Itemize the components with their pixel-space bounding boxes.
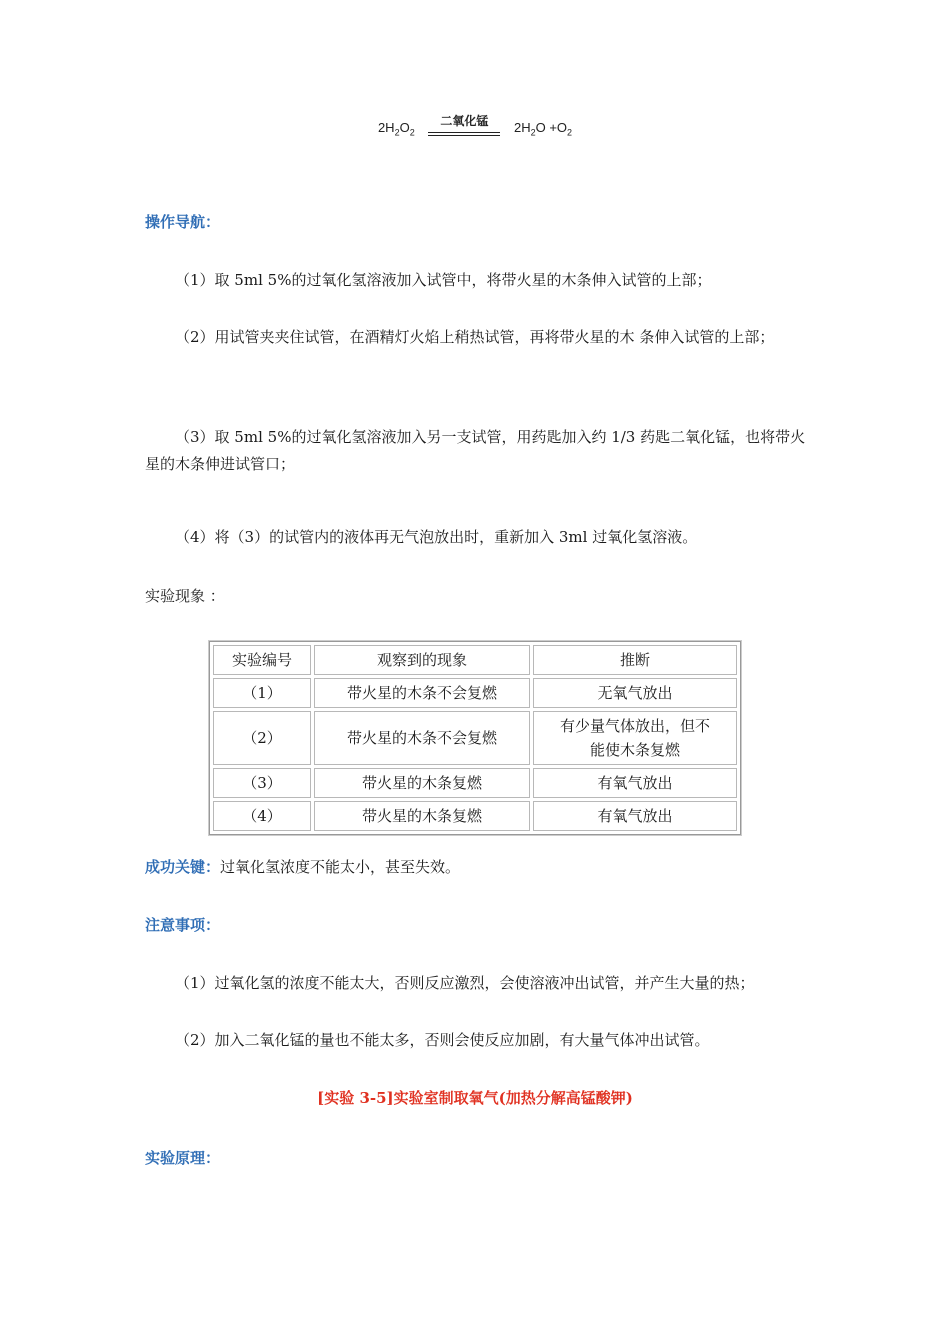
table-row xyxy=(213,678,737,708)
step-4: （4）将（3）的试管内的液体再无气泡放出时，重新加入 3ml 过氧化氢溶液。 xyxy=(175,528,698,546)
step-1: （1）取 5ml 5%的过氧化氢溶液加入试管中，将带火星的木条伸入试管的上部； xyxy=(175,271,712,289)
notes-heading: 注意事项： xyxy=(145,916,221,934)
table-cell: （1） xyxy=(213,678,311,708)
table-cell: 无氧气放出 xyxy=(533,678,737,708)
table-cell: 有氧气放出 xyxy=(533,768,737,798)
observation-table xyxy=(209,641,741,835)
table-header: 推断 xyxy=(533,645,737,675)
reaction-arrow xyxy=(428,114,500,138)
table-header: 实验编号 xyxy=(213,645,311,675)
step-3: （3）取 5ml 5%的过氧化氢溶液加入另一支试管，用药匙加入约 1/3 药匙二氧化锰，也将带火星的木条伸进试管口； xyxy=(145,428,806,473)
step-2: （2）用试管夹夹住试管，在酒精灯火焰上稍热试管，再将带火星的木 条伸入试管的上部； xyxy=(175,328,775,346)
principle-heading: 实验原理： xyxy=(145,1149,221,1167)
chemical-equation xyxy=(0,114,950,138)
phenomenon-label: 实验现象 ： xyxy=(145,587,225,605)
table-row xyxy=(213,711,737,765)
success-key xyxy=(145,854,810,881)
key-label: 成功关键： xyxy=(145,858,221,876)
table-cell: 带火星的木条复燃 xyxy=(314,801,530,831)
note-1: （1）过氧化氢的浓度不能太大，否则反应激烈，会使溶液冲出试管，并产生大量的热； xyxy=(175,974,755,992)
equation-reactant: $2H_2O_2$ xyxy=(377,120,415,138)
nav-heading: 操作导航： xyxy=(145,213,221,231)
key-text: 过氧化氢浓度不能太小，甚至失效。 xyxy=(220,858,461,876)
table-cell: 带火星的木条复燃 xyxy=(314,768,530,798)
table-header-row xyxy=(213,645,737,675)
table-cell: 带火星的木条不会复燃 xyxy=(314,678,530,708)
table-cell: 带火星的木条不会复燃 xyxy=(314,711,530,765)
catalyst-label: 二氧化锰 xyxy=(440,114,489,128)
table-cell: （3） xyxy=(213,768,311,798)
table-header: 观察到的现象 xyxy=(314,645,530,675)
table-row xyxy=(213,801,737,831)
equation-products: $2H_2O +O_2$ xyxy=(513,120,573,138)
table-row xyxy=(213,768,737,798)
note-2: （2）加入二氧化锰的量也不能太多，否则会使反应加剧，有大量气体冲出试管。 xyxy=(175,1031,710,1049)
next-experiment-title: [实验 3-5]实验室制取氧气(加热分解高锰酸钾) xyxy=(317,1089,633,1107)
table-cell: 有少量气体放出，但不能使木条复燃 xyxy=(533,711,737,765)
table-cell: （2） xyxy=(213,711,311,765)
table-cell: （4） xyxy=(213,801,311,831)
table-cell: 有氧气放出 xyxy=(533,801,737,831)
